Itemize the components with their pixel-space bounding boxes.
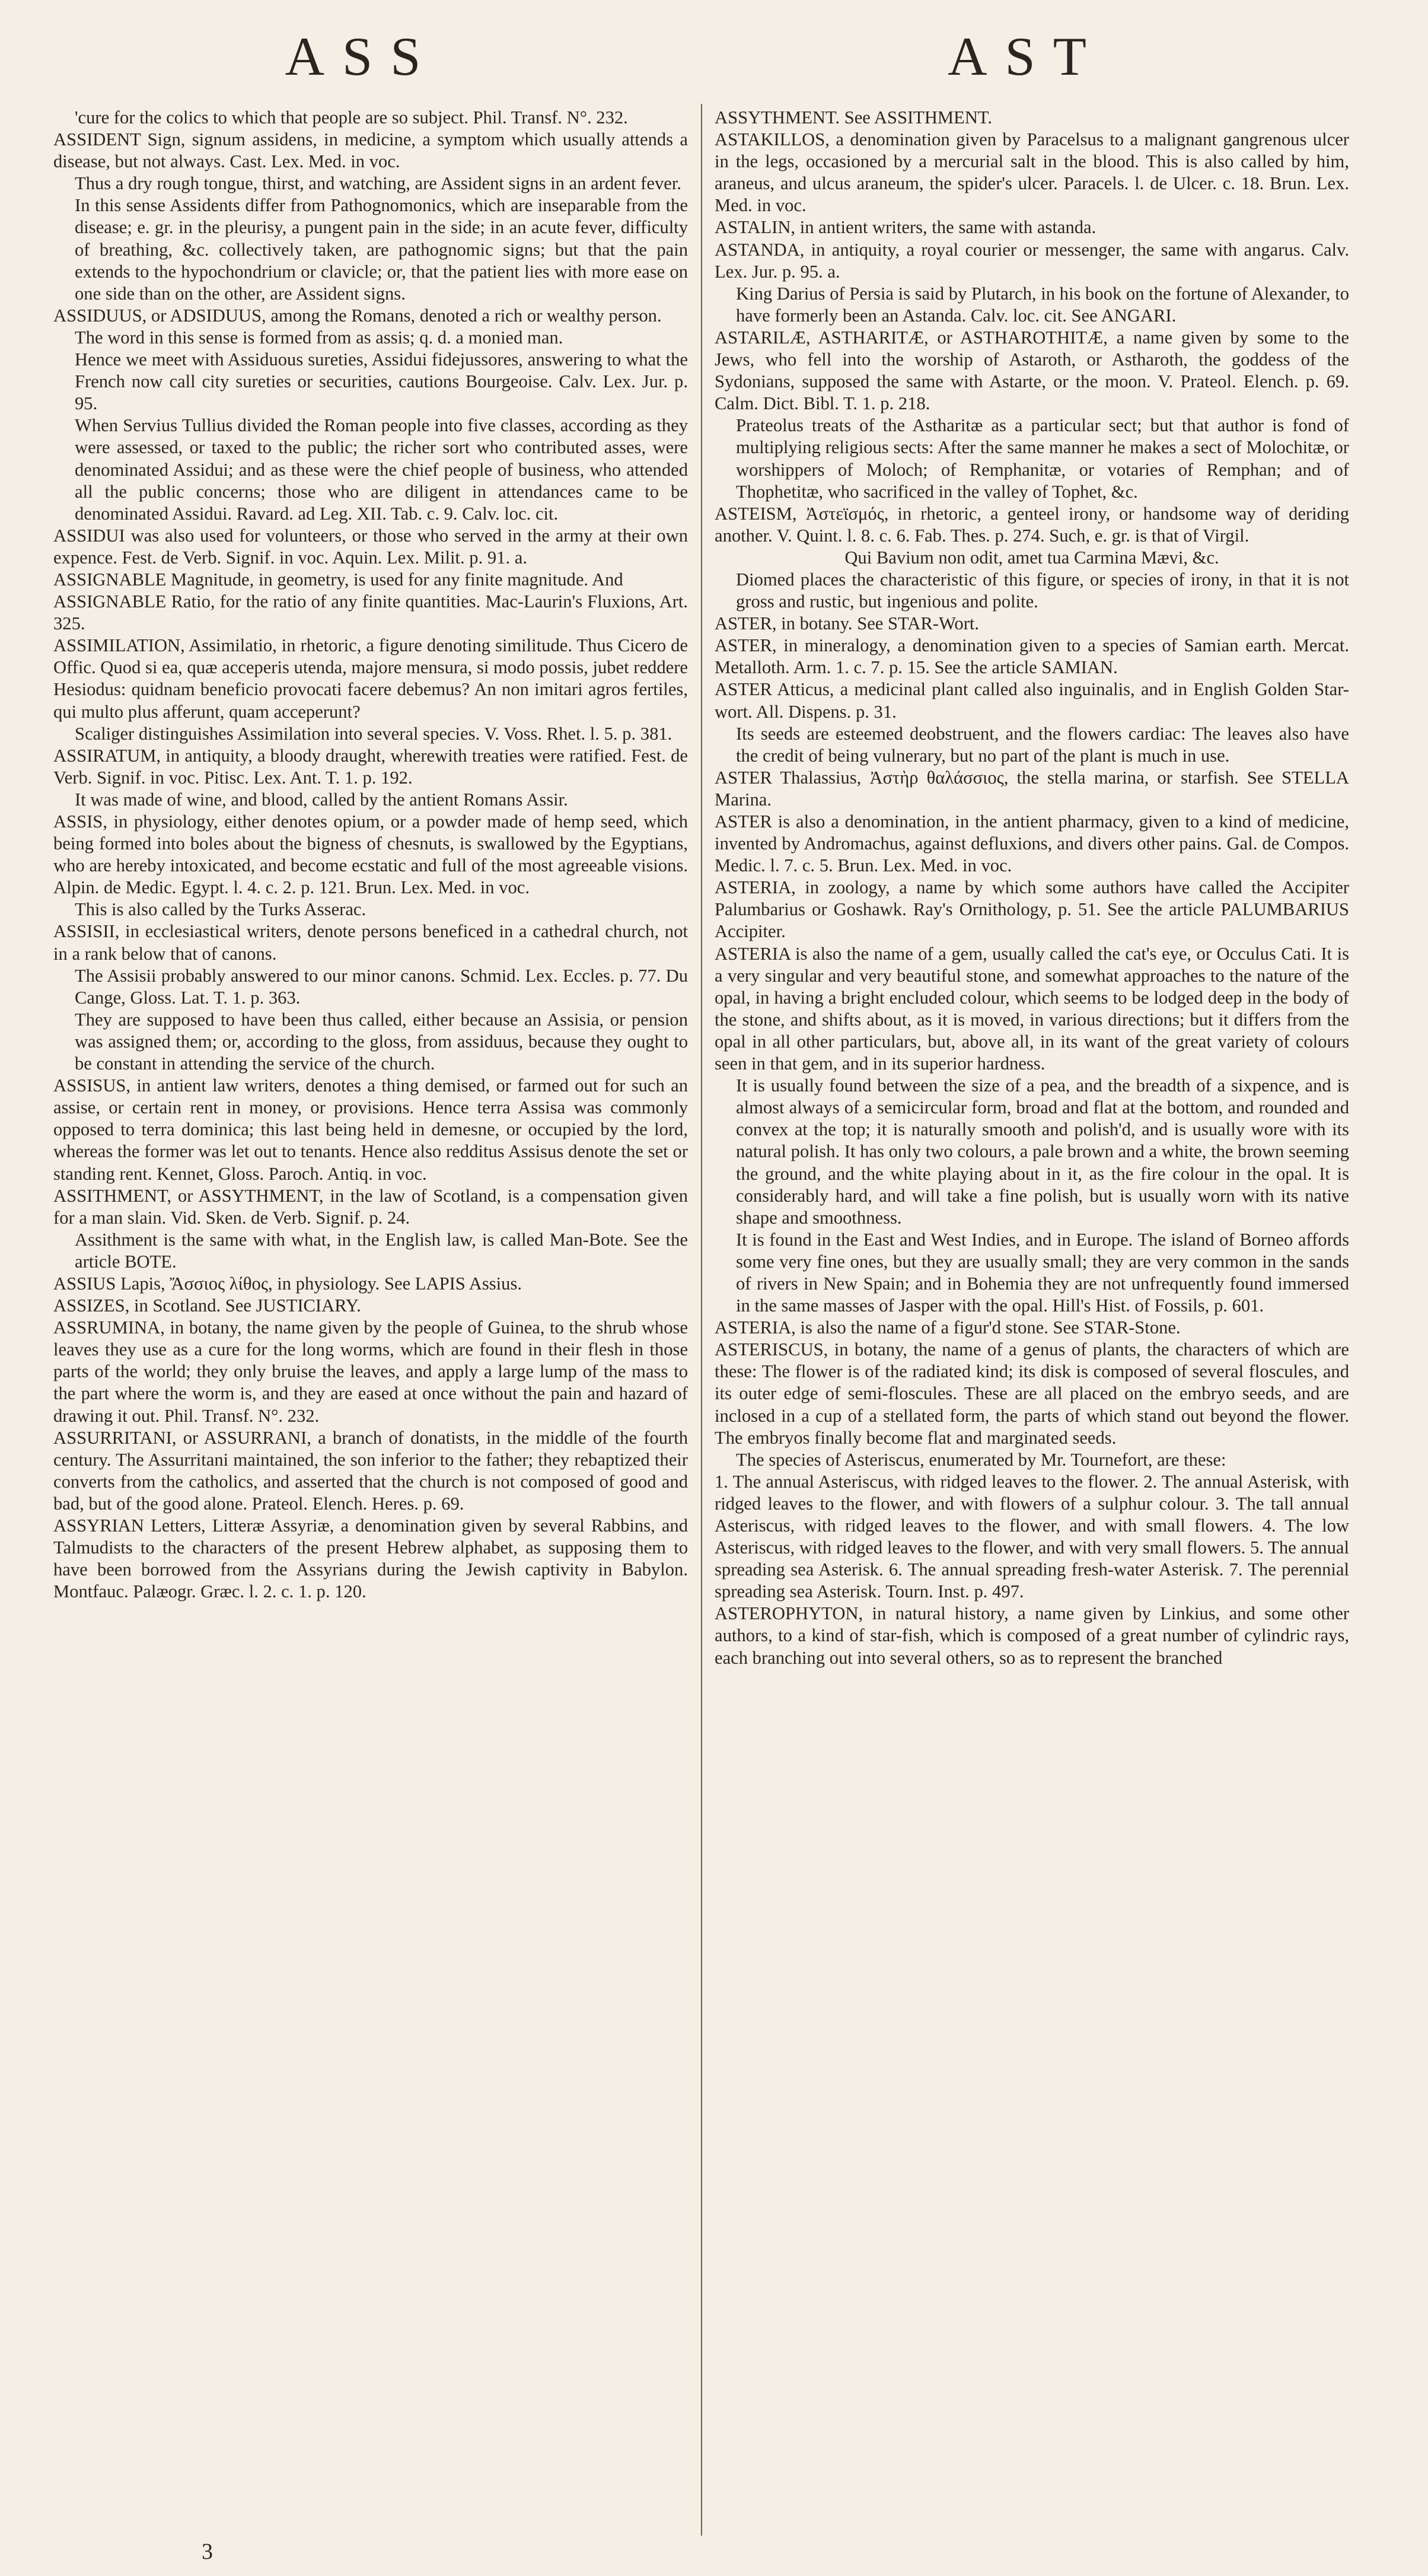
entry-paragraph: ASSIUS Lapis, Ἄσσιος λίθος, in physiology. See LAPIS Assius. [53, 1273, 522, 1294]
entry-paragraph: ASTERIA, in zoology, a name by which some authors have called the Accipiter Palumbarius or Goshawk. Ray's Ornithology, p. 51. See the article PALUMBARIUS Accipiter. [715, 877, 1349, 942]
entry-paragraph: It is usually found between the size of a pea, and the breadth of a sixpence, and is almost always of a semicircular form, broad and flat at the bottom, and rounded and convex at the top; it is naturally smooth and polish'd, and is usually wore with its natural polish. It has only two colours, a pale brown and a white, the brown seeming the ground, and the white playing about in it, as the fire colour in the opal. It is considerably hard, and will take a fine polish, but is usually worn with its native shape and smoothness. [736, 1075, 1349, 1228]
entry-paragraph: Thus a dry rough tongue, thirst, and watching, are Assident signs in an ardent fever. [75, 173, 681, 194]
entry-paragraph: 'cure for the colics to which that people are so subject. Phil. Transf. N°. 232. [75, 107, 628, 128]
entry-paragraph: ASTAKILLOS, a denomination given by Paracelsus to a malignant gangrenous ulcer in the legs, occasioned by a mercurial salt in the blood. This is also called by him, araneus, and ulcus araneum, the spider's ulcer. Paracels. l. de Ulcer. c. 18. Brun. Lex. Med. in voc. [715, 129, 1349, 216]
entry-paragraph: Assithment is the same with what, in the English law, is called Man-Bote. See the article BOTE. [75, 1229, 688, 1272]
entry-paragraph: ASTER, in mineralogy, a denomination given to a species of Samian earth. Mercat. Metalloth. Arm. 1. c. 7. p. 15. See the article SAMIAN. [715, 635, 1349, 678]
entry-paragraph: The species of Asteriscus, enumerated by Mr. Tournefort, are these: [736, 1449, 1226, 1470]
page-number: 3 [202, 2539, 213, 2564]
entry-paragraph: In this sense Assidents differ from Pathognomonics, which are inseparable from the disease; e. gr. in the pleurisy, a pungent pain in the side; in an acute fever, difficulty of breathing, &c. collectively taken, are pathognomic signs; but that the pain extends to the hypochondrium or clavicle; or, that the patient lies with more ease on one side than on the other, are Assident signs. [75, 195, 688, 304]
entry-paragraph: ASSYRIAN Letters, Litteræ Assyriæ, a denomination given by several Rabbins, and Talmudists to the characters of the present Hebrew alphabet, as supposing them to have been borrowed from the Assyrians during the Jewish captivity in Babylon. Montfauc. Palæogr. Græc. l. 2. c. 1. p. 120. [53, 1515, 688, 1602]
entry-paragraph: The Assisii probably answered to our minor canons. Schmid. Lex. Eccles. p. 77. Du Cange, Gloss. Lat. T. 1. p. 363. [75, 965, 688, 1008]
entry-paragraph: Diomed places the characteristic of this figure, or species of irony, in that it is not gross and rustic, but ingenious and polite. [736, 569, 1349, 612]
entry-paragraph: ASTERIA is also the name of a gem, usually called the cat's eye, or Occulus Cati. It is a very singular and very beautiful stone, and somewhat approaches to the nature of the opal, in having a bright encluded colour, which seems to be lodged deep in the body of the stone, and shifts about, as it is moved, in various directions; but it differs from the opal in all other particulars, but, above all, in its want of the great variety of colours seen in that gem, and in its superior hardness. [715, 943, 1349, 1074]
entry-paragraph: ASSISUS, in antient law writers, denotes a thing demised, or farmed out for such an assise, or certain rent in money, or provisions. Hence terra Assisa was commonly opposed to terra dominica; this last being held in demesne, or occupied by the lord, whereas the former was let out to tenants. Hence also redditus Assisus denote the set or standing rent. Kennet, Gloss. Paroch. Antiq. in voc. [53, 1075, 688, 1184]
entry-paragraph: ASTER Thalassius, Ἀστὴρ θαλάσσιος, the stella marina, or starfish. See STELLA Marina. [715, 767, 1349, 810]
entry-paragraph: ASTANDA, in antiquity, a royal courier or messenger, the same with angarus. Calv. Lex. Jur. p. 95. a. [715, 239, 1349, 282]
entry-paragraph: ASSRUMINA, in botany, the name given by the people of Guinea, to the shrub whose leaves they use as a cure for the long worms, which are found in their flesh in those parts of the world; they only bruise the leaves, and apply a large lump of the mass to the part where the worm is, and they are eased at once without the pain and hazard of drawing it out. Phil. Transf. N°. 232. [53, 1317, 688, 1426]
left-column [53, 107, 688, 1603]
entry-paragraph: ASSIGNABLE Magnitude, in geometry, is used for any finite magnitude. And [53, 569, 623, 590]
entry-paragraph: Its seeds are esteemed deobstruent, and the flowers cardiac: The leaves also have the credit of being vulnerary, but no part of the plant is much in use. [736, 723, 1349, 766]
entry-paragraph: 1. The annual Asteriscus, with ridged leaves to the flower. 2. The annual Asterisk, with ridged leaves to the flower, and with flowers of a sulphur colour. 3. The tall annual Asteriscus, with ridged leaves to the flower, and with small flowers. 4. The low Asteriscus, with ridged leaves to the flower, and with very small flowers. 5. The annual spreading sea Asterisk. 6. The annual spreading fresh-water Asterisk. 7. The perennial spreading sea Asterisk. Tourn. Inst. p. 497. [715, 1471, 1349, 1602]
entry-paragraph: ASSISII, in ecclesiastical writers, denote persons beneficed in a cathedral church, not in a rank below that of canons. [53, 921, 688, 964]
entry-paragraph: ASSIS, in physiology, either denotes opium, or a powder made of hemp seed, which being formed into boles about the bigness of chesnuts, is swallowed by the Egyptians, who are hereby intoxicated, and become ecstatic and full of the most agreeable visions. Alpin. de Medic. Egypt. l. 4. c. 2. p. 121. Brun. Lex. Med. in voc. [53, 811, 688, 898]
entry-paragraph: They are supposed to have been thus called, either because an Assisia, or pension was assigned them; or, according to the gloss, from assiduus, because they ought to be constant in attending the service of the church. [75, 1009, 688, 1074]
entry-paragraph: ASSYTHMENT. See ASSITHMENT. [715, 107, 992, 128]
entry-paragraph: ASTER Atticus, a medicinal plant called also inguinalis, and in English Golden Star-wort. All. Dispens. p. 31. [715, 679, 1349, 722]
entry-paragraph: ASSIDUI was also used for volunteers, or those who served in the army at their own expence. Fest. de Verb. Signif. in voc. Aquin. Lex. Milit. p. 91. a. [53, 525, 688, 568]
entry-paragraph: ASTALIN, in antient writers, the same with astanda. [715, 217, 1096, 238]
entry-paragraph: King Darius of Persia is said by Plutarch, in his book on the fortune of Alexander, to have formerly been an Astanda. Calv. loc. cit. See ANGARI. [736, 283, 1349, 326]
entry-paragraph: ASTERISCUS, in botany, the name of a genus of plants, the characters of which are these: The flower is of the radiated kind; its disk is composed of several floscules, and its outer edge of semi-floscules. These are all placed on the embryo seeds, and are inclosed in a cup of a stellated form, the parts of which stand out beyond the flower. The embryos finally become flat and marginated seeds. [715, 1339, 1349, 1448]
entry-paragraph: ASSIMILATION, Assimilatio, in rhetoric, a figure denoting similitude. Thus Cicero de Offic. Quod si ea, quæ acceperis utenda, majore mensura, si modo possis, jubet reddere Hesiodus: quidnam beneficio provocati facere debemus? An non imitari agros fertiles, qui multo plus afferunt, quam acceperunt? [53, 635, 688, 722]
entry-paragraph: It was made of wine, and blood, called by the antient Romans Assir. [75, 789, 568, 810]
entry-paragraph: This is also called by the Turks Asserac. [75, 899, 366, 920]
running-head-left: ASS [285, 26, 439, 87]
entry-paragraph: ASSIGNABLE Ratio, for the ratio of any finite quantities. Mac-Laurin's Fluxions, Art. 325. [53, 591, 688, 634]
entry-paragraph: ASTER is also a denomination, in the antient pharmacy, given to a kind of medicine, invented by Andromachus, against defluxions, and divers other pains. Gal. de Compos. Medic. l. 7. c. 5. Brun. Lex. Med. in voc. [715, 811, 1349, 876]
running-head-right: AST [948, 26, 1104, 87]
entry-paragraph: ASTEROPHYTON, in natural history, a name given by Linkius, and some other authors, to a kind of star-fish, which is composed of a great number of cylindric rays, each branching out into several others, so as to represent the branched [715, 1603, 1349, 1668]
entry-paragraph: ASTER, in botany. See STAR-Wort. [715, 613, 980, 634]
right-column [715, 107, 1349, 1669]
entry-paragraph: ASTEISM, Ἀστεϊσμός, in rhetoric, a genteel irony, or handsome way of deriding another. V. Quint. l. 8. c. 6. Fab. Thes. p. 274. Such, e. gr. is that of Virgil. [715, 503, 1349, 546]
column-divider [701, 104, 702, 2536]
entry-paragraph: ASTERIA, is also the name of a figur'd stone. See STAR-Stone. [715, 1317, 1181, 1338]
entry-paragraph: ASSURRITANI, or ASSURRANI, a branch of donatists, in the middle of the fourth century. The Assurritani maintained, the son inferior to the father; they rebaptized their converts from the catholics, and asserted that the church is not composed of good and bad, but of the good alone. Prateol. Elench. Heres. p. 69. [53, 1427, 688, 1514]
entry-paragraph: Hence we meet with Assiduous sureties, Assidui fidejussores, answering to what the French now call city sureties or securities, cautions Bourgeoise. Calv. Lex. Jur. p. 95. [75, 349, 688, 414]
entry-paragraph: Qui Bavium non odit, amet tua Carmina Mævi, &c. [844, 547, 1219, 568]
entry-paragraph: Prateolus treats of the Astharitæ as a particular sect; but that author is fond of multiplying religious sects: After the same manner he makes a sect of Molochitæ, or worshippers of Moloch; of Remphanitæ, or votaries of Remphan; and of Thophetitæ, who sacrificed in the valley of Tophet, &c. [736, 415, 1349, 502]
entry-paragraph: ASTARILÆ, ASTHARITÆ, or ASTHAROTHITÆ, a name given by some to the Jews, who fell into the worship of Astaroth, or Astharoth, the goddess of the Sydonians, supposed the same with Astarte, or the moon. V. Prateol. Elench. p. 69. Calm. Dict. Bibl. T. 1. p. 218. [715, 327, 1349, 414]
entry-paragraph: The word in this sense is formed from as assis; q. d. a monied man. [75, 327, 563, 348]
entry-paragraph: When Servius Tullius divided the Roman people into five classes, according as they were assessed, or taxed to the public; the richer sort who contributed asses, were denominated Assidui; and as these were the chief people of business, who attended all the public concerns; those who are diligent in attendances came to be denominated Assidui. Ravard. ad Leg. XII. Tab. c. 9. Calv. loc. cit. [75, 415, 688, 524]
entry-paragraph: ASSIRATUM, in antiquity, a bloody draught, wherewith treaties were ratified. Fest. de Verb. Signif. in voc. Pitisc. Lex. Ant. T. 1. p. 192. [53, 745, 688, 788]
entry-paragraph: Scaliger distinguishes Assimilation into several species. V. Voss. Rhet. l. 5. p. 381. [75, 723, 672, 744]
entry-paragraph: ASSIZES, in Scotland. See JUSTICIARY. [53, 1295, 361, 1316]
entry-paragraph: ASSIDUUS, or ADSIDUUS, among the Romans, denoted a rich or wealthy person. [53, 305, 662, 326]
entry-paragraph: ASSIDENT Sign, signum assidens, in medicine, a symptom which usually attends a disease, but not always. Cast. Lex. Med. in voc. [53, 129, 688, 172]
entry-paragraph: It is found in the East and West Indies, and in Europe. The island of Borneo affords some very fine ones, but they are usually small; they are very common in the sands of rivers in New Spain; and in Bohemia they are not unfrequently found immersed in the same masses of Jasper with the opal. Hill's Hist. of Fossils, p. 601. [736, 1229, 1349, 1316]
entry-paragraph: ASSITHMENT, or ASSYTHMENT, in the law of Scotland, is a compensation given for a man slain. Vid. Sken. de Verb. Signif. p. 24. [53, 1185, 688, 1228]
